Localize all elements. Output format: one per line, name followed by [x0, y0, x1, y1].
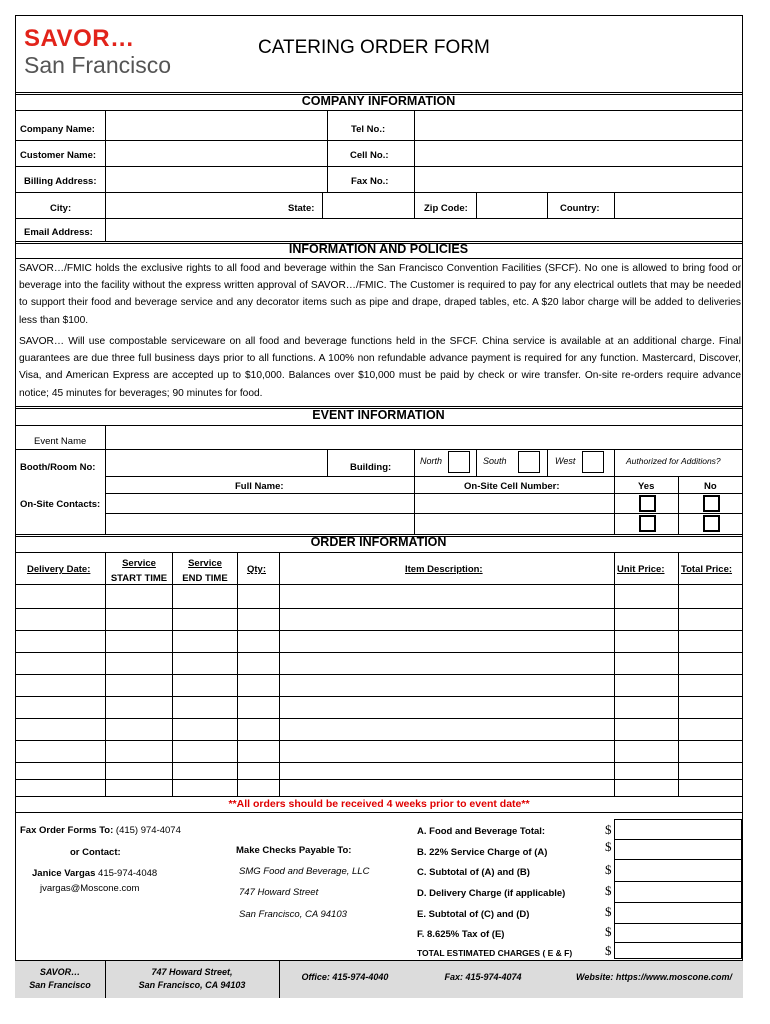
or-contact-label: or Contact:	[70, 847, 121, 858]
contact-email: jvargas@Moscone.com	[40, 883, 140, 894]
unit-price-header: Unit Price:	[617, 564, 665, 575]
event-name-input[interactable]	[106, 427, 740, 449]
dollar-f: $	[605, 924, 612, 939]
logo-san-francisco: San Francisco	[24, 52, 172, 78]
footer-address-line1: 747 Howard Street,	[151, 967, 233, 977]
service-end-line1: Service	[188, 558, 222, 569]
south-checkbox[interactable]	[518, 451, 540, 473]
country-input[interactable]	[615, 194, 740, 220]
zip-label: Zip Code:	[424, 203, 468, 214]
fax-order-number: (415) 974-4074	[115, 825, 181, 836]
payee-street: 747 Howard Street	[239, 887, 319, 898]
billing-address-label: Billing Address:	[24, 176, 97, 187]
order-info-header: ORDER INFORMATION	[310, 535, 447, 549]
event-name-label: Event Name	[34, 436, 87, 447]
fax-order-line	[20, 825, 181, 836]
charge-c-label: C. Subtotal of (A) and (B)	[417, 867, 530, 878]
footer-brand-line2: San Francisco	[29, 980, 91, 990]
service-end-line2: END TIME	[182, 573, 228, 584]
city-input[interactable]	[106, 194, 276, 220]
contact-2-cell-input[interactable]	[415, 515, 614, 533]
contact-1-cell-input[interactable]	[415, 495, 614, 513]
booth-room-label: Booth/Room No:	[20, 462, 96, 473]
charge-total-label: TOTAL ESTIMATED CHARGES ( E & F)	[417, 948, 573, 958]
fax-order-label: Fax Order Forms To:	[20, 825, 114, 836]
company-name-label: Company Name:	[20, 124, 95, 135]
west-checkbox[interactable]	[582, 451, 604, 473]
west-label: West	[555, 456, 576, 466]
company-name-input[interactable]	[106, 117, 326, 141]
state-input[interactable]	[323, 194, 415, 220]
policy-paragraph-1: SAVOR…/FMIC holds the exclusive rights to all food and beverage within the San Francisco Convention Facilities (SFCF). No one is allowed to bring food or beverage into the facility without the express written approval of SAVOR…/FMIC. The Customer is required to pay for any electrical outlets that may be needed to support their food and beverage service and any decorator items such as pipe and drape, draped tables, etc. A $20 labor charge will be added to deliveries less than $100.	[19, 263, 741, 326]
fax-input[interactable]	[415, 168, 740, 192]
onsite-contacts-label: On-Site Contacts:	[20, 499, 101, 510]
contact-name-line	[32, 868, 157, 879]
event-info-header: EVENT INFORMATION	[312, 408, 445, 422]
zip-input[interactable]	[477, 194, 547, 220]
contact-name: Janice Vargas	[32, 868, 96, 879]
charge-f-label: F. 8.625% Tax of (E)	[417, 929, 505, 940]
form-title: CATERING ORDER FORM	[258, 37, 490, 58]
tel-label: Tel No.:	[351, 124, 386, 135]
qty-header: Qty:	[247, 564, 266, 575]
logo-savor: SAVOR…	[24, 25, 135, 52]
footer-brand	[15, 966, 105, 992]
charge-total-input[interactable]	[615, 943, 741, 958]
customer-name-label: Customer Name:	[20, 150, 97, 161]
billing-address-input[interactable]	[106, 168, 326, 192]
charge-f-input[interactable]	[615, 924, 741, 942]
dollar-total: $	[605, 943, 612, 958]
email-input[interactable]	[106, 220, 740, 240]
dollar-a: $	[605, 822, 612, 837]
service-start-header	[106, 556, 172, 586]
dollar-d: $	[605, 883, 612, 898]
contact-1-name-input[interactable]	[106, 495, 413, 513]
service-start-line1: Service	[122, 558, 156, 569]
customer-name-input[interactable]	[106, 142, 326, 166]
payee-name: SMG Food and Beverage, LLC	[239, 866, 370, 877]
charge-b-input[interactable]	[615, 840, 741, 858]
charge-e-input[interactable]	[615, 903, 741, 923]
north-checkbox[interactable]	[448, 451, 470, 473]
delivery-date-header: Delivery Date:	[27, 564, 91, 575]
charge-d-label: D. Delivery Charge (if applicable)	[417, 888, 566, 899]
item-description-header: Item Description:	[405, 564, 483, 575]
charge-a-input[interactable]	[615, 820, 741, 838]
tel-input[interactable]	[415, 117, 740, 141]
no-checkbox-2[interactable]	[703, 515, 720, 532]
service-start-line2: START TIME	[110, 573, 168, 584]
company-info-header: COMPANY INFORMATION	[301, 94, 456, 108]
charge-c-input[interactable]	[615, 860, 741, 880]
logo	[24, 26, 171, 78]
state-label: State:	[288, 203, 315, 214]
dollar-c: $	[605, 862, 612, 877]
payee-city: San Francisco, CA 94103	[239, 909, 347, 920]
email-label: Email Address:	[24, 227, 93, 238]
footer-office: Office: 415-974-4040	[301, 972, 389, 982]
fax-label: Fax No.:	[351, 176, 389, 187]
charge-e-label: E. Subtotal of (C) and (D)	[417, 909, 530, 920]
checks-payable-label: Make Checks Payable To:	[236, 845, 352, 856]
footer-address	[106, 966, 278, 992]
cell-input[interactable]	[415, 142, 740, 166]
no-checkbox-1[interactable]	[703, 495, 720, 512]
total-price-header: Total Price:	[681, 564, 733, 575]
cell-label: Cell No.:	[350, 150, 389, 161]
dollar-b: $	[605, 839, 612, 854]
service-end-header	[173, 556, 237, 586]
policy-paragraph-2: SAVOR… Will use compostable serviceware on all food and beverage functions held in the SFCF. China service is available at an additional charge. Final guarantees are due three full business days prior to all functions. A 100% non refundable advance payment is required for any function. Mastercard, Discover, Visa, and American Express are accepted up to $10,000. Balances over $10,000 must be paid by check or wire transfer. On-site re-orders require advance notice; 45 minutes for beverages; 90 minutes for food.	[19, 336, 741, 399]
order-notice: **All orders should be received 4 weeks prior to event date**	[228, 798, 530, 810]
footer-website[interactable]: Website: https://www.moscone.com/	[575, 972, 733, 982]
yes-label: Yes	[638, 481, 655, 492]
footer-brand-line1: SAVOR…	[39, 967, 81, 977]
authorized-label: Authorized for Additions?	[626, 456, 721, 466]
onsite-cell-label: On-Site Cell Number:	[464, 481, 560, 492]
booth-room-input[interactable]	[106, 450, 326, 476]
footer-address-line2: San Francisco, CA 94103	[138, 980, 246, 990]
charge-a-label: A. Food and Beverage Total:	[417, 826, 546, 837]
full-name-label: Full Name:	[235, 481, 284, 492]
footer-fax: Fax: 415-974-4074	[444, 972, 522, 982]
no-label: No	[704, 481, 717, 492]
contact-2-name-input[interactable]	[106, 515, 413, 533]
charge-d-input[interactable]	[615, 882, 741, 902]
charge-b-label: B. 22% Service Charge of (A)	[417, 847, 548, 858]
city-label: City:	[50, 203, 72, 214]
south-label: South	[483, 456, 507, 466]
contact-phone: 415-974-4048	[98, 868, 158, 879]
dollar-e: $	[605, 904, 612, 919]
yes-checkbox-1[interactable]	[639, 495, 656, 512]
building-label: Building:	[350, 462, 392, 473]
policies-header: INFORMATION AND POLICIES	[288, 242, 469, 256]
north-label: North	[420, 456, 443, 466]
country-label: Country:	[560, 203, 600, 214]
yes-checkbox-2[interactable]	[639, 515, 656, 532]
